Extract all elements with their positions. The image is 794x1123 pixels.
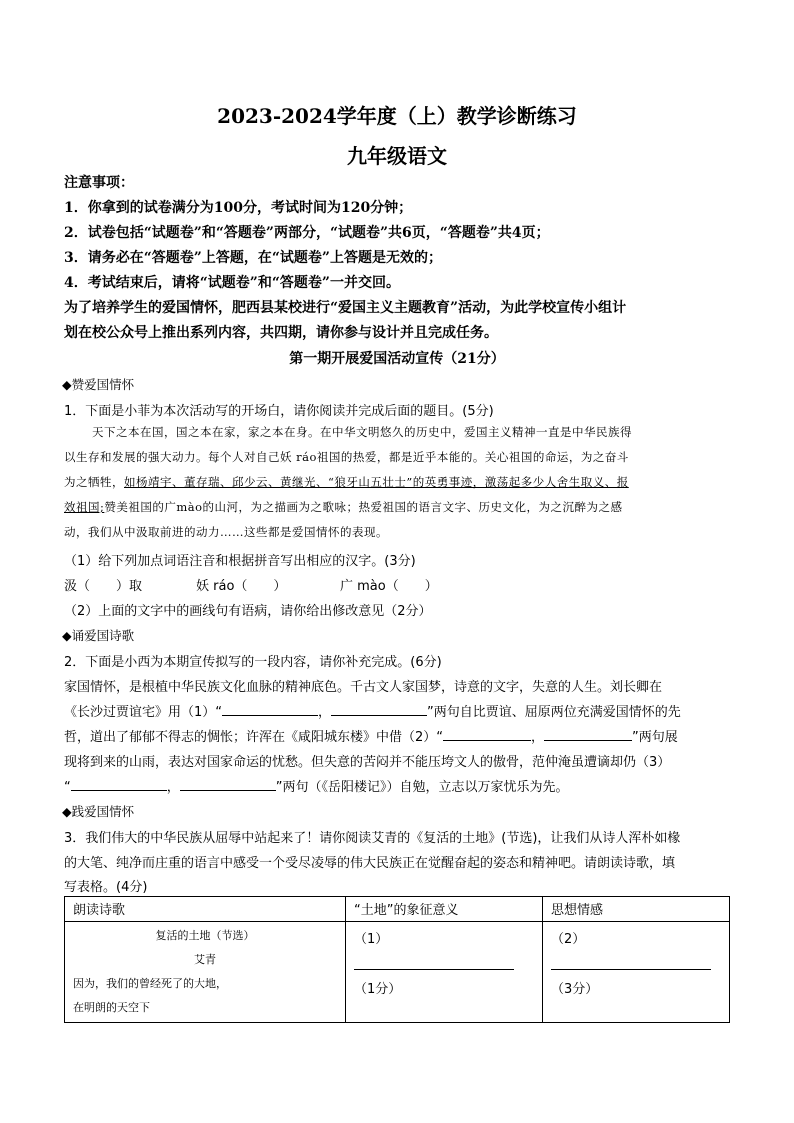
text-span: 哲，道出了郁郁不得志的惆怅；许浑在《咸阳城东楼》中借（2）“: [64, 730, 444, 745]
text-span: ”两句展: [632, 730, 678, 745]
text-span: ，: [166, 780, 180, 795]
table-header: 思想情感: [543, 897, 730, 922]
fill-text: [64, 701, 681, 720]
text-span: ，: [318, 705, 332, 720]
emotion-cell: [543, 922, 730, 1023]
part-heading: ◆赞爱国情怀: [62, 377, 135, 392]
fill-text: [64, 776, 569, 795]
passage-line: [64, 474, 629, 490]
cell-label: （1）: [354, 932, 389, 947]
answer-blank[interactable]: [222, 702, 318, 716]
poem-line: 因为，我们的曾经死了的大地，: [73, 977, 227, 990]
cell-label: （2）: [551, 932, 586, 947]
intro-line: 划在校公众号上推出系列内容，共四期，请你参与设计并且完成任务。: [64, 325, 498, 341]
table-header-row: [65, 897, 730, 922]
answer-blank[interactable]: [180, 777, 276, 791]
passage-line: [64, 499, 623, 515]
text-span: ，: [531, 730, 545, 745]
text-span: 《长沙过贾谊宅》用（1）“: [64, 705, 223, 720]
question-stem: 写表格。(4分): [64, 880, 148, 895]
question-stem: 1．下面是小菲为本次活动写的开场白，请你阅读并完成后面的题目。(5分): [64, 404, 494, 419]
underlined-sentence: 如杨靖宇、董存瑞、邱少云、黄继光、“狼牙山五壮士”的英勇事迹，激荡起多少人舍生取义、报: [124, 475, 629, 489]
table-header: 朗读诗歌: [65, 897, 346, 922]
symbol-cell: [346, 922, 543, 1023]
passage-text: 为之牺牲，: [64, 475, 124, 489]
answer-blank[interactable]: [544, 727, 632, 741]
notice-item: 2．试卷包括“试题卷”和“答题卷”两部分，“试题卷”共6页，“答题卷”共4页；: [64, 225, 550, 241]
answer-line[interactable]: [354, 951, 514, 970]
table-header: “土地”的象征意义: [346, 897, 543, 922]
sub-question: （2）上面的文字中的画线句有语病，请你给出修改意见（2分）: [64, 604, 432, 619]
question-stem: 3．我们伟大的中华民族从屈辱中站起来了！请你阅读艾青的《复活的土地》(节选)，让我们从诗人浑朴如椽: [64, 831, 681, 846]
part-heading: ◆践爱国情怀: [62, 804, 135, 819]
notice-item: 3．请务必在“答题卷”上答题，在“试题卷”上答题是无效的；: [64, 250, 442, 266]
question-stem: 的大笔、纯净而庄重的语言中感受一个受尽凌辱的伟大民族正在觉醒奋起的姿态和精神吧。请朗读诗歌，填: [64, 856, 676, 871]
intro-line: 为了培养学生的爱国情怀，肥西县某校进行“爱国主义主题教育”活动，为此学校宣传小组计: [64, 300, 627, 316]
fill-text: [64, 726, 678, 745]
answer-table: [64, 896, 730, 1023]
passage-line: 天下之本在国，国之本在家，家之本在身。在中华文明悠久的历史中，爱国主义精神一直是中华民族得: [92, 425, 632, 439]
poem-author: 艾青: [194, 953, 216, 966]
answer-blank[interactable]: [71, 777, 167, 791]
blank-item: 广 mào（ ）: [340, 579, 438, 594]
notice-item: 1．你拿到的试卷满分为100分，考试时间为120分钟；: [64, 200, 413, 216]
fill-text: 现将到来的山雨，表达对国家命运的忧愁。但失意的苦闷并不能压垮文人的傲骨，范仲淹虽遭谪却仍（3）: [64, 755, 671, 770]
table-row: [65, 922, 730, 1023]
page-title: 2023-2024学年度（上）教学诊断练习: [217, 104, 577, 128]
fill-text: 家国情怀，是根植中华民族文化血脉的精神底色。千古文人家国梦，诗意的文字，失意的人生。刘长卿在: [64, 680, 663, 695]
question-stem: 2．下面是小西为本期宣传拟写的一段内容，请你补充完成。(6分): [64, 655, 442, 670]
blank-item: 妖 ráo（ ）: [196, 579, 287, 594]
section-title: 第一期开展爱国活动宣传（21分）: [289, 351, 505, 367]
cell-score: （3分）: [551, 982, 599, 997]
passage-text: 赞美祖国的广mào的山河，为之描画为之歌咏；热爱祖国的语言文字、历史文化，为之沉醉为之感: [104, 500, 623, 514]
passage-line: 以生存和发展的强大动力。每个人对自己妖 ráo祖国的热爱，都是近乎本能的。关心祖国的命运，为之奋斗: [64, 450, 629, 464]
text-span: “: [64, 780, 71, 795]
answer-line[interactable]: [551, 951, 711, 970]
passage-line: 动，我们从中汲取前进的动力……这些都是爱国情怀的表现。: [64, 525, 388, 539]
notice-item: 4．考试结束后，请将“试题卷”和“答题卷”一并交回。: [64, 275, 400, 291]
answer-blank[interactable]: [443, 727, 531, 741]
cell-score: （1分）: [354, 982, 402, 997]
sub-question: （1）给下列加点词语注音和根据拼音写出相应的汉字。(3分): [64, 554, 416, 569]
poem-title: 复活的土地（节选）: [155, 929, 255, 942]
blank-item: 汲（ ）取: [64, 579, 143, 594]
page-subtitle: 九年级语文: [347, 144, 447, 168]
answer-blank[interactable]: [331, 702, 427, 716]
poem-cell: [65, 922, 346, 1023]
poem-line: 在明朗的天空下: [73, 1001, 150, 1014]
notice-heading: 注意事项：: [64, 175, 134, 191]
text-span: ”两句（《岳阳楼记》）自勉，立志以万家忧乐为先。: [275, 780, 569, 795]
part-heading: ◆诵爱国诗歌: [62, 628, 135, 643]
text-span: ”两句自比贾谊、屈原两位充满爱国情怀的先: [427, 705, 681, 720]
underlined-sentence: 效祖国;: [64, 500, 105, 514]
